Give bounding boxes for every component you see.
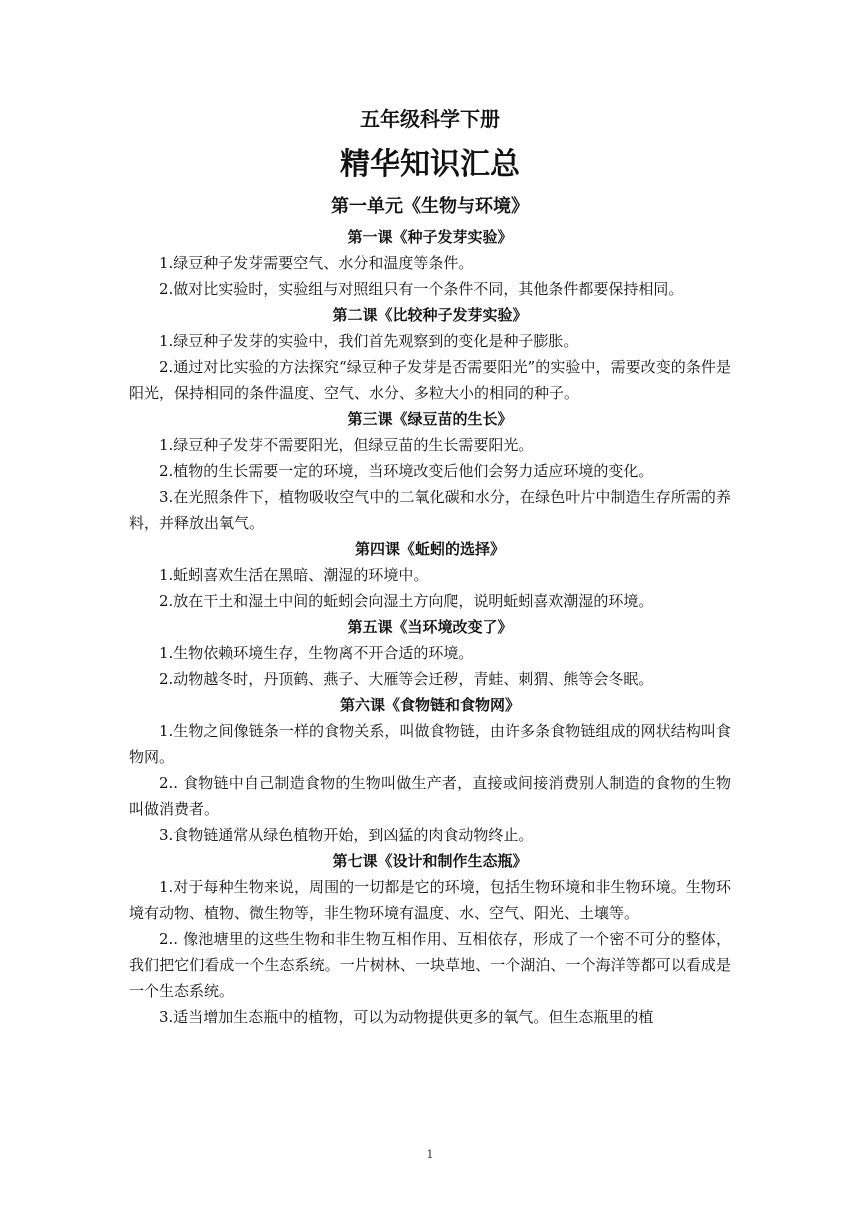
lesson-section	[129, 614, 731, 692]
lesson-point: 1.绿豆种子发芽的实验中，我们首先观察到的变化是种子膨胀。	[159, 332, 579, 350]
lesson-point: 2.动物越冬时，丹顶鹤、燕子、大雁等会迁秽，青蛙、刺猬、熊等会冬眠。	[159, 670, 654, 688]
lesson-point: 2.. 像池塘里的这些生物和非生物互相作用、互相依存，形成了一个密不可分的整体，我们把它们看成一个生态系统。一片树林、一块草地、一个湖泊、一个海洋等都可以看成是一个生态系统。	[129, 930, 731, 1000]
lesson-section	[129, 302, 731, 406]
lesson-point: 2.放在干土和湿土中间的蚯蚓会向湿土方向爬，说明蚯蚓喜欢潮湿的环境。	[159, 592, 654, 610]
lesson-title: 第七课《设计和制作生态瓶》	[332, 852, 528, 870]
document-content	[129, 98, 731, 1030]
lesson-point: 1.绿豆种子发芽不需要阳光，但绿豆苗的生长需要阳光。	[159, 436, 534, 454]
lesson-point: 3.适当增加生态瓶中的植物，可以为动物提供更多的氧气。但生态瓶里的植	[159, 1008, 654, 1026]
lesson-point: 2.通过对比实验的方法探究“绿豆种子发芽是否需要阳光”的实验中，需要改变的条件是阳光，保持相同的条件温度、空气、水分、多粒大小的相同的种子。	[129, 358, 731, 402]
lesson-point: 1.蚯蚓喜欢生活在黑暗、潮湿的环境中。	[159, 566, 429, 584]
grade-title: 五年级科学下册	[360, 107, 500, 131]
lesson-section	[129, 692, 731, 848]
lesson-title: 第二课《比较种子发芽实验》	[332, 306, 528, 324]
lesson-section	[129, 224, 731, 302]
page-number: 1	[426, 1148, 434, 1161]
unit-title: 第一单元《生物与环境》	[331, 196, 529, 217]
lesson-title: 第一课《种子发芽实验》	[347, 228, 513, 246]
lesson-point: 1.对于每种生物来说，周围的一切都是它的环境，包括生物环境和非生物环境。生物环境有动物、植物、微生物等，非生物环境有温度、水、空气、阳光、土壤等。	[129, 878, 731, 922]
lesson-section	[129, 406, 731, 536]
lesson-title: 第六课《食物链和食物网》	[339, 696, 520, 714]
lesson-point: 1.绿豆种子发芽需要空气、水分和温度等条件。	[159, 254, 474, 272]
main-title: 精华知识汇总	[340, 147, 520, 182]
lesson-section	[129, 536, 731, 614]
lesson-point: 2.. 食物链中自己制造食物的生物叫做生产者，直接或间接消费别人制造的食物的生物叫做消费者。	[129, 774, 731, 818]
lesson-point: 1.生物依赖环境生存，生物离不开合适的环境。	[159, 644, 474, 662]
lesson-point: 2.植物的生长需要一定的环境，当环境改变后他们会努力适应环境的变化。	[159, 462, 654, 480]
lesson-title: 第三课《绿豆苗的生长》	[347, 410, 513, 428]
lesson-point: 2.做对比实验时，实验组与对照组只有一个条件不同，其他条件都要保持相同。	[159, 280, 684, 298]
lesson-section	[129, 848, 731, 1030]
lesson-title: 第四课《蚯蚓的选择》	[354, 540, 505, 558]
lesson-title: 第五课《当环境改变了》	[347, 618, 513, 636]
lesson-point: 1.生物之间像链条一样的食物关系，叫做食物链，由许多条食物链组成的网状结构叫食物网。	[129, 722, 731, 766]
lesson-point: 3.在光照条件下，植物吸收空气中的二氧化碳和水分，在绿色叶片中制造生存所需的养料，并释放出氧气。	[129, 488, 731, 532]
lesson-point: 3.食物链通常从绿色植物开始，到凶猛的肉食动物终止。	[159, 826, 534, 844]
